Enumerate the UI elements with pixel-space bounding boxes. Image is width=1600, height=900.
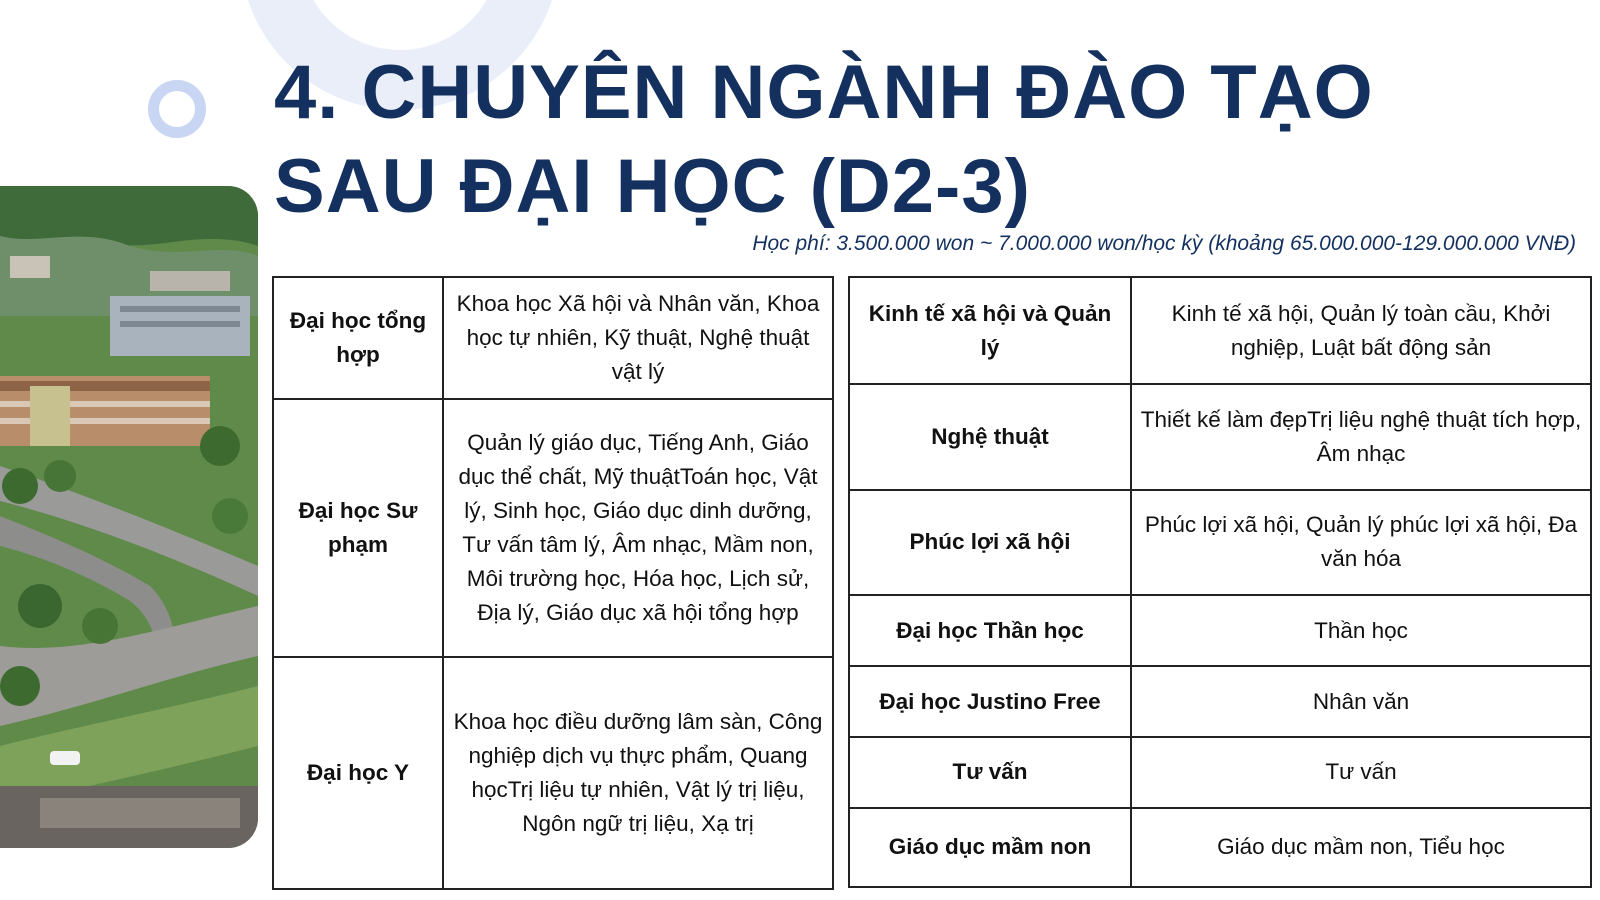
majors-cell: Khoa học điều dưỡng lâm sàn, Công nghiệp dịch vụ thực phẩm, Quang họcTrị liệu tự nhiên, Vật lý trị liệu, Ngôn ngữ trị liệu, Xạ trị bbox=[443, 657, 833, 889]
table-row bbox=[273, 399, 833, 657]
majors-cell: Giáo dục mầm non, Tiểu học bbox=[1131, 808, 1591, 887]
category-cell: Tư vấn bbox=[849, 737, 1131, 808]
majors-cell: Khoa học Xã hội và Nhân văn, Khoa học tự nhiên, Kỹ thuật, Nghệ thuật vật lý bbox=[443, 277, 833, 399]
table-row bbox=[849, 384, 1591, 489]
category-cell: Giáo dục mầm non bbox=[849, 808, 1131, 887]
majors-cell: Quản lý giáo dục, Tiếng Anh, Giáo dục thể chất, Mỹ thuậtToán học, Vật lý, Sinh học, Giáo dục dinh dưỡng, Tư vấn tâm lý, Âm nhạc, Mầm non, Môi trường học, Hóa học, Lịch sử, Địa lý, Giáo dục xã hội tổng hợp bbox=[443, 399, 833, 657]
table-row bbox=[849, 666, 1591, 737]
category-cell: Nghệ thuật bbox=[849, 384, 1131, 489]
page-title-line-1: 4. CHUYÊN NGÀNH ĐÀO TẠO bbox=[274, 50, 1374, 135]
majors-cell: Thiết kế làm đẹpTrị liệu nghệ thuật tích hợp, Âm nhạc bbox=[1131, 384, 1591, 489]
majors-table-left bbox=[272, 276, 834, 890]
table-row bbox=[849, 808, 1591, 887]
page-title bbox=[274, 46, 1374, 234]
page-title-line-2: SAU ĐẠI HỌC (D2-3) bbox=[274, 144, 1031, 229]
category-cell: Kinh tế xã hội và Quản lý bbox=[849, 277, 1131, 384]
decorative-ring bbox=[148, 80, 206, 138]
campus-aerial-photo bbox=[0, 186, 258, 848]
table-row bbox=[273, 277, 833, 399]
majors-cell: Thần học bbox=[1131, 595, 1591, 666]
category-cell: Đại học Thần học bbox=[849, 595, 1131, 666]
table-row bbox=[849, 595, 1591, 666]
majors-cell: Nhân văn bbox=[1131, 666, 1591, 737]
tuition-fee-note: Học phí: 3.500.000 won ~ 7.000.000 won/học kỳ (khoảng 65.000.000-129.000.000 VNĐ) bbox=[752, 232, 1576, 255]
table-row bbox=[849, 277, 1591, 384]
category-cell: Đại học Justino Free bbox=[849, 666, 1131, 737]
category-cell: Đại học tổng hợp bbox=[273, 277, 443, 399]
category-cell: Phúc lợi xã hội bbox=[849, 490, 1131, 595]
majors-cell: Tư vấn bbox=[1131, 737, 1591, 808]
category-cell: Đại học Y bbox=[273, 657, 443, 889]
table-row bbox=[849, 490, 1591, 595]
majors-table-right bbox=[848, 276, 1592, 888]
category-cell: Đại học Sư phạm bbox=[273, 399, 443, 657]
table-row bbox=[849, 737, 1591, 808]
majors-cell: Phúc lợi xã hội, Quản lý phúc lợi xã hội, Đa văn hóa bbox=[1131, 490, 1591, 595]
table-row bbox=[273, 657, 833, 889]
majors-cell: Kinh tế xã hội, Quản lý toàn cầu, Khởi nghiệp, Luật bất động sản bbox=[1131, 277, 1591, 384]
